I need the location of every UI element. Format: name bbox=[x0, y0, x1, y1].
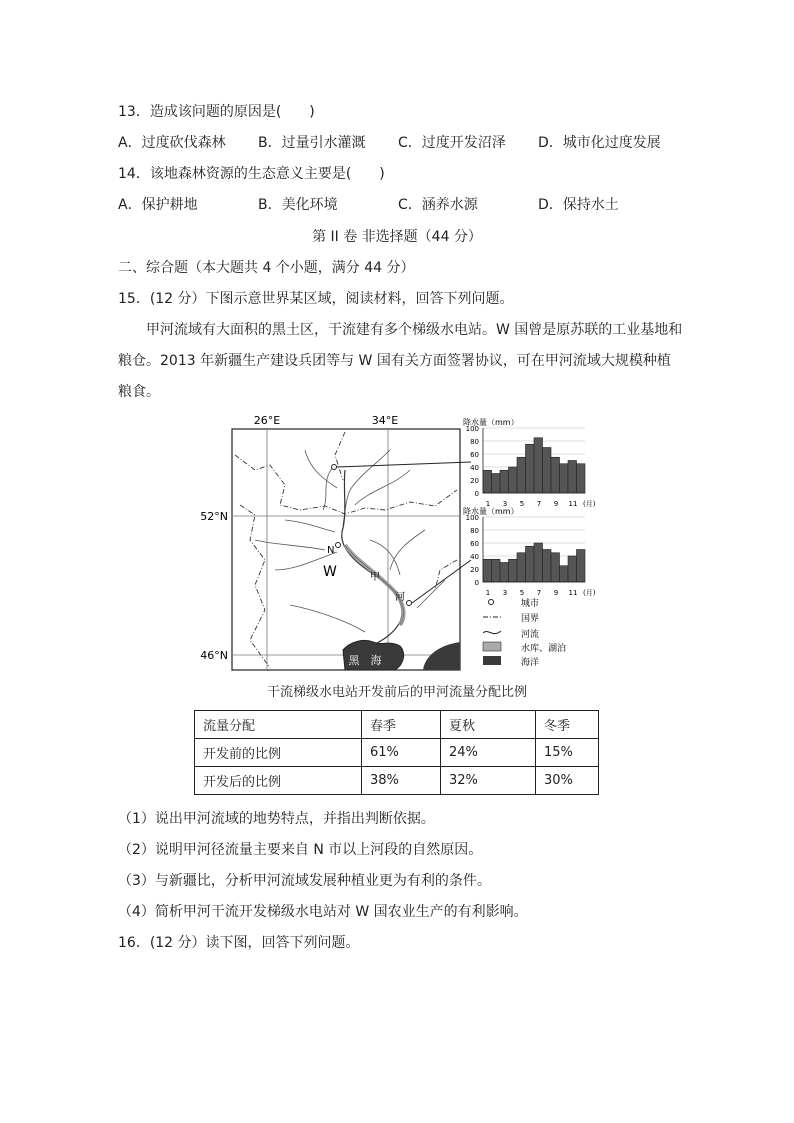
q13-option-a[interactable]: A．过度砍伐森林 bbox=[118, 135, 226, 151]
legend-reservoir: 水库、湖泊 bbox=[521, 644, 567, 654]
section-title: 二、综合题（本大题共 4 个小题，满分 44 分） bbox=[118, 260, 415, 276]
chart-upper-xtick-3: 3 bbox=[502, 500, 508, 508]
chart-lower-bar-month-2 bbox=[492, 559, 501, 582]
chart-lower-xtick-11: 11 bbox=[568, 589, 578, 597]
legend-river-symbol bbox=[483, 631, 501, 634]
table-header: 春季 bbox=[362, 711, 441, 739]
table-cell: 30% bbox=[536, 767, 599, 795]
country-label-w: W bbox=[323, 564, 337, 580]
legend-city-symbol bbox=[489, 600, 494, 605]
lat-label-52n: 52°N bbox=[200, 510, 228, 523]
chart-lower-ytick-80: 80 bbox=[470, 527, 479, 535]
flow-table bbox=[194, 710, 599, 795]
chart-upper-xtick-5: 5 bbox=[519, 500, 525, 508]
table-cell: 开发后的比例 bbox=[195, 767, 362, 795]
chart-lower-bar-month-4 bbox=[509, 559, 518, 582]
chart-upper-bar-month-11 bbox=[568, 461, 577, 494]
q13-options bbox=[118, 133, 718, 153]
chart-upper-ytick-100: 100 bbox=[465, 425, 479, 433]
table-cell: 38% bbox=[362, 767, 441, 795]
lon-label-26e: 26°E bbox=[253, 414, 281, 427]
chart-upper-ytick-20: 20 bbox=[470, 477, 479, 485]
chart-lower-xtick-1: 1 bbox=[485, 589, 491, 597]
q13-option-c[interactable]: C．过度开发沼泽 bbox=[398, 135, 506, 151]
table-row bbox=[195, 767, 599, 795]
chart-lower-bar-month-6 bbox=[526, 546, 535, 582]
q15-material: 甲河流域有大面积的黑土区，干流建有多个梯级水电站。W 国曾是原苏联的工业基地和粮仓。2013 年新疆生产建设兵团等与 W 国有关方面签署协议，可在甲河流域大规模种植粮食。 bbox=[118, 322, 683, 400]
chart-lower-bar-month-5 bbox=[517, 553, 526, 582]
chart-upper-bar-month-7 bbox=[534, 438, 543, 493]
chart-upper-bar-month-12 bbox=[577, 464, 586, 493]
chart-upper-bar-month-9 bbox=[551, 457, 560, 493]
table-row bbox=[195, 739, 599, 767]
q16-stem: 16．(12 分）读下图，回答下列问题。 bbox=[118, 935, 360, 951]
chart-lower-xtick-5: 5 bbox=[519, 589, 525, 597]
chart-upper-xtick-11: 11 bbox=[568, 500, 578, 508]
chart-lower-bar-month-7 bbox=[534, 543, 543, 582]
q15-sub-question-2: （2）说明甲河径流量主要来自 N 市以上河段的自然原因。 bbox=[118, 842, 483, 858]
chart-upper-bar-month-4 bbox=[509, 467, 518, 493]
chart-upper-ytick-60: 60 bbox=[470, 451, 479, 459]
chart-upper-bar-month-2 bbox=[492, 474, 501, 494]
sea-label: 黑 海 bbox=[348, 654, 382, 667]
table-header-row bbox=[195, 711, 599, 739]
chart-lower-bar-month-3 bbox=[500, 563, 509, 583]
chart-lower-xtick-3: 3 bbox=[502, 589, 508, 597]
chart-lower-ytick-20: 20 bbox=[470, 566, 479, 574]
chart-lower-bar-month-11 bbox=[568, 556, 577, 582]
city-north bbox=[332, 465, 337, 470]
chart-upper-bar-month-8 bbox=[543, 448, 552, 494]
q15-figure bbox=[195, 410, 605, 680]
chart-lower-xtick-7: 7 bbox=[536, 589, 542, 597]
q13-option-b[interactable]: B．过量引水灌溉 bbox=[258, 135, 366, 151]
lon-label-34e: 34°E bbox=[371, 414, 399, 427]
table-header: 冬季 bbox=[536, 711, 599, 739]
chart-upper-ytick-80: 80 bbox=[470, 438, 479, 446]
chart-upper-xtick-9: 9 bbox=[553, 500, 559, 508]
chart-upper-xtick-7: 7 bbox=[536, 500, 542, 508]
q15-stem: 15．(12 分）下图示意世界某区域，阅读材料，回答下列问题。 bbox=[118, 291, 514, 307]
river-label-jia: 甲 bbox=[370, 572, 380, 583]
legend-sea-symbol bbox=[483, 656, 501, 665]
city-n bbox=[336, 543, 341, 548]
chart-upper-bar-month-5 bbox=[517, 457, 526, 493]
chart-lower-xtick-9: 9 bbox=[553, 589, 559, 597]
chart-lower-ytick-100: 100 bbox=[465, 514, 479, 522]
table-cell: 15% bbox=[536, 739, 599, 767]
climate-chart-lower bbox=[463, 506, 596, 597]
climate-chart-upper bbox=[463, 417, 596, 508]
q14-option-b[interactable]: B．美化环境 bbox=[258, 197, 338, 213]
q15-sub-question-3: （3）与新疆比，分析甲河流域发展种植业更为有利的条件。 bbox=[118, 873, 491, 889]
table-cell: 32% bbox=[441, 767, 536, 795]
chart-lower-bar-month-8 bbox=[543, 550, 552, 583]
chart-lower-ytick-60: 60 bbox=[470, 540, 479, 548]
q13-stem: 13．造成该问题的原因是( ) bbox=[118, 104, 315, 120]
chart-lower-ytick-40: 40 bbox=[470, 553, 479, 561]
q14-stem: 14．该地森林资源的生态意义主要是( ) bbox=[118, 166, 385, 182]
table-header: 夏秋 bbox=[441, 711, 536, 739]
chart-upper-bar-month-6 bbox=[526, 444, 535, 493]
legend-border: 国界 bbox=[521, 614, 540, 624]
table-cell: 开发前的比例 bbox=[195, 739, 362, 767]
chart-upper-month-unit: (月) bbox=[583, 500, 596, 508]
legend-reservoir-symbol bbox=[483, 642, 501, 651]
legend-city: 城市 bbox=[521, 599, 540, 609]
legend-sea: 海洋 bbox=[521, 658, 540, 668]
chart-lower-bar-month-12 bbox=[577, 550, 586, 583]
table-cell: 61% bbox=[362, 739, 441, 767]
river-label-he: 河 bbox=[395, 592, 405, 603]
chart-lower-ytick-0: 0 bbox=[474, 579, 479, 587]
chart-lower-bar-month-1 bbox=[483, 559, 492, 582]
table-caption: 干流梯级水电站开发前后的甲河流量分配比例 bbox=[266, 685, 527, 700]
chart-upper-ytick-40: 40 bbox=[470, 464, 479, 472]
q15-sub-question-4: （4）简析甲河干流开发梯级水电站对 W 国农业生产的有利影响。 bbox=[118, 904, 528, 920]
chart-upper-title: 降水量（mm） bbox=[463, 418, 519, 427]
table-cell: 24% bbox=[441, 739, 536, 767]
chart-upper-bar-month-3 bbox=[500, 470, 509, 493]
map-legend bbox=[483, 597, 566, 668]
chart-lower-title: 降水量（mm） bbox=[463, 507, 519, 516]
lat-label-46n: 46°N bbox=[200, 649, 228, 662]
q14-options bbox=[118, 195, 718, 215]
chart-lower-bar-month-10 bbox=[560, 566, 569, 582]
legend-river: 河流 bbox=[521, 630, 540, 640]
table-header: 流量分配 bbox=[195, 711, 362, 739]
chart-upper-bar-month-10 bbox=[560, 464, 569, 493]
city-south bbox=[407, 601, 412, 606]
q14-option-d[interactable]: D．保持水土 bbox=[538, 197, 619, 213]
q15-sub-question-1: （1）说出甲河流域的地势特点，并指出判断依据。 bbox=[118, 811, 435, 827]
q14-option-c[interactable]: C．涵养水源 bbox=[398, 197, 478, 213]
chart-upper-bar-month-1 bbox=[483, 470, 492, 493]
chart-lower-bar-month-9 bbox=[551, 553, 560, 582]
chart-upper-ytick-0: 0 bbox=[474, 490, 479, 498]
chart-upper-xtick-1: 1 bbox=[485, 500, 491, 508]
volume-title: 第 II 卷 非选择题（44 分） bbox=[312, 229, 482, 245]
q14-option-a[interactable]: A．保护耕地 bbox=[118, 197, 198, 213]
chart-lower-month-unit: (月) bbox=[583, 589, 596, 597]
q13-option-d[interactable]: D．城市化过度发展 bbox=[538, 135, 661, 151]
city-label-n: N bbox=[327, 545, 335, 556]
